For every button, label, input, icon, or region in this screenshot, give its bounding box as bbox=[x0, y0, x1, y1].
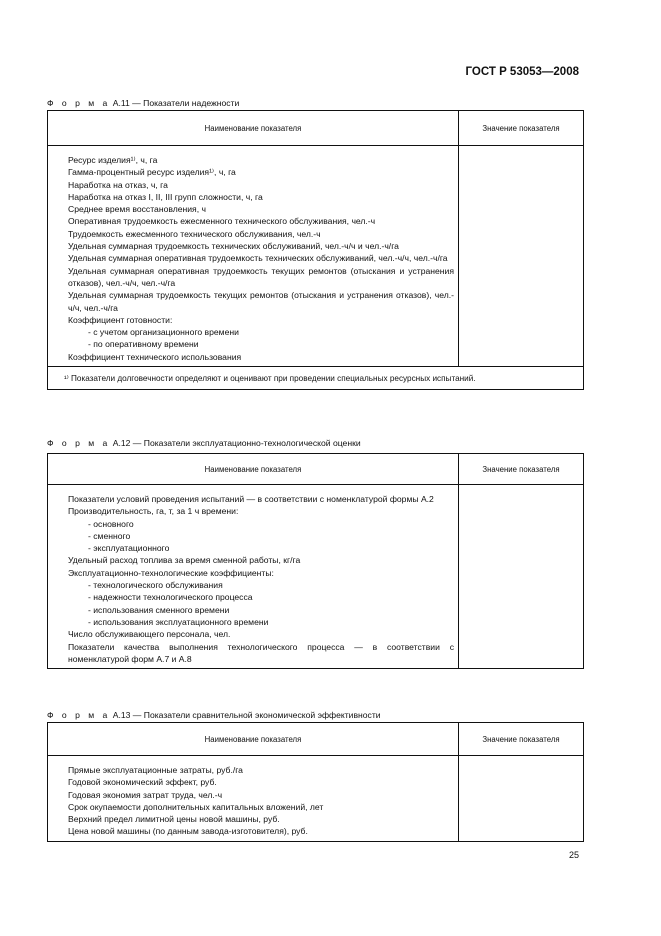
column-header-name: Наименование показателя bbox=[48, 723, 459, 756]
form-title bbox=[47, 98, 239, 108]
indicator-row: Годовая экономия затрат труда, чел.-ч bbox=[68, 789, 223, 800]
footnote: ¹⁾ Показатели долговечности определяют и оценивают при проведении специальных ресурсных испытаний. bbox=[48, 367, 584, 390]
indicator-row: Удельная суммарная трудоемкость технических обслуживаний, чел.-ч/ч и чел.-ч/га bbox=[68, 241, 399, 252]
indicator-row: - по оперативному времени bbox=[88, 339, 199, 350]
operational-table bbox=[47, 453, 584, 669]
indicator-row: - с учетом организационного времени bbox=[88, 327, 239, 338]
indicator-row: Гамма-процентный ресурс изделия¹⁾, ч, га bbox=[68, 167, 236, 178]
value-cell bbox=[459, 485, 584, 669]
indicator-row: Трудоемкость ежесменного технического обслуживания, чел.-ч bbox=[68, 228, 321, 239]
indicator-row: Цена новой машины (по данным завода-изготовителя), руб. bbox=[68, 826, 308, 837]
column-header-name: Наименование показателя bbox=[48, 111, 459, 146]
indicator-row: - использования эксплуатационного времени bbox=[88, 616, 269, 627]
form-title bbox=[47, 438, 361, 448]
indicator-row: Коэффициент готовности: bbox=[68, 314, 173, 325]
indicator-row: Верхний предел лимитной цены новой машины, руб. bbox=[68, 814, 280, 825]
indicator-row: - сменного bbox=[88, 530, 131, 541]
form-caption: А.11 — Показатели надежности bbox=[110, 98, 240, 108]
indicator-list bbox=[48, 756, 459, 842]
indicator-row: Срок окупаемости дополнительных капитальных вложений, лет bbox=[68, 801, 324, 812]
indicator-row: Наработка на отказ I, II, III групп сложности, ч, га bbox=[68, 191, 263, 202]
page-number: 25 bbox=[568, 850, 579, 860]
value-cell bbox=[459, 146, 584, 367]
indicator-row: Показатели качества выполнения технологического процесса — в соответствии с номенклатурой форм А.7 и А.8 bbox=[68, 641, 454, 664]
economic-table bbox=[47, 722, 584, 842]
indicator-row: Коэффициент технического использования bbox=[68, 351, 242, 362]
indicator-row: Ресурс изделия¹⁾, ч, га bbox=[68, 155, 158, 165]
form-word: Ф о р м а bbox=[47, 98, 111, 108]
indicator-row: Удельная суммарная трудоемкость текущих ремонтов (отыскания и устранения отказов), чел.-ч/ч, чел.-ч/га bbox=[68, 290, 454, 313]
indicator-row: Производительность, га, т, за 1 ч времени: bbox=[68, 506, 239, 517]
form-word: Ф о р м а bbox=[47, 710, 111, 720]
indicator-row: Удельный расход топлива за время сменной работы, кг/га bbox=[68, 555, 301, 566]
form-caption: А.13 — Показатели сравнительной экономической эффективности bbox=[110, 710, 381, 720]
document-code: ГОСТ Р 53053—2008 bbox=[465, 66, 579, 78]
indicator-row: Наработка на отказ, ч, га bbox=[68, 179, 168, 190]
indicator-row: - использования сменного времени bbox=[88, 604, 230, 615]
indicator-row: Годовой экономический эффект, руб. bbox=[68, 777, 217, 788]
reliability-table bbox=[47, 110, 584, 390]
indicator-row: - эксплуатационного bbox=[88, 543, 170, 554]
indicator-row: Удельная суммарная оперативная трудоемкость текущих ремонтов (отыскания и устранения отказов), чел.-ч/ч, чел.-ч/га bbox=[68, 265, 454, 288]
indicator-row: Среднее время восстановления, ч bbox=[68, 204, 206, 215]
indicator-row: - надежности технологического процесса bbox=[88, 592, 253, 603]
indicator-row: Показатели условий проведения испытаний — в соответствии с номенклатурой формы А.2 bbox=[68, 494, 434, 504]
column-header-value: Значение показателя bbox=[459, 111, 584, 146]
indicator-row: Прямые эксплуатационные затраты, руб./га bbox=[68, 765, 243, 775]
indicator-row: - технологического обслуживания bbox=[88, 580, 223, 591]
form-caption: А.12 — Показатели эксплуатационно-технологической оценки bbox=[110, 438, 361, 448]
column-header-value: Значение показателя bbox=[459, 454, 584, 485]
value-cell bbox=[459, 756, 584, 842]
indicator-list bbox=[48, 485, 459, 669]
indicator-row: - основного bbox=[88, 518, 134, 529]
indicator-row: Эксплуатационно-технологические коэффициенты: bbox=[68, 567, 274, 578]
column-header-name: Наименование показателя bbox=[48, 454, 459, 485]
form-title bbox=[47, 710, 381, 720]
form-word: Ф о р м а bbox=[47, 438, 111, 448]
indicator-row: Число обслуживающего персонала, чел. bbox=[68, 629, 231, 640]
indicator-row: Оперативная трудоемкость ежесменного технического обслуживания, чел.-ч bbox=[68, 216, 376, 227]
column-header-value: Значение показателя bbox=[459, 723, 584, 756]
indicator-row: Удельная суммарная оперативная трудоемкость технических обслуживаний, чел.-ч/ч, чел.-ч/га bbox=[68, 253, 448, 264]
indicator-list bbox=[48, 146, 459, 367]
